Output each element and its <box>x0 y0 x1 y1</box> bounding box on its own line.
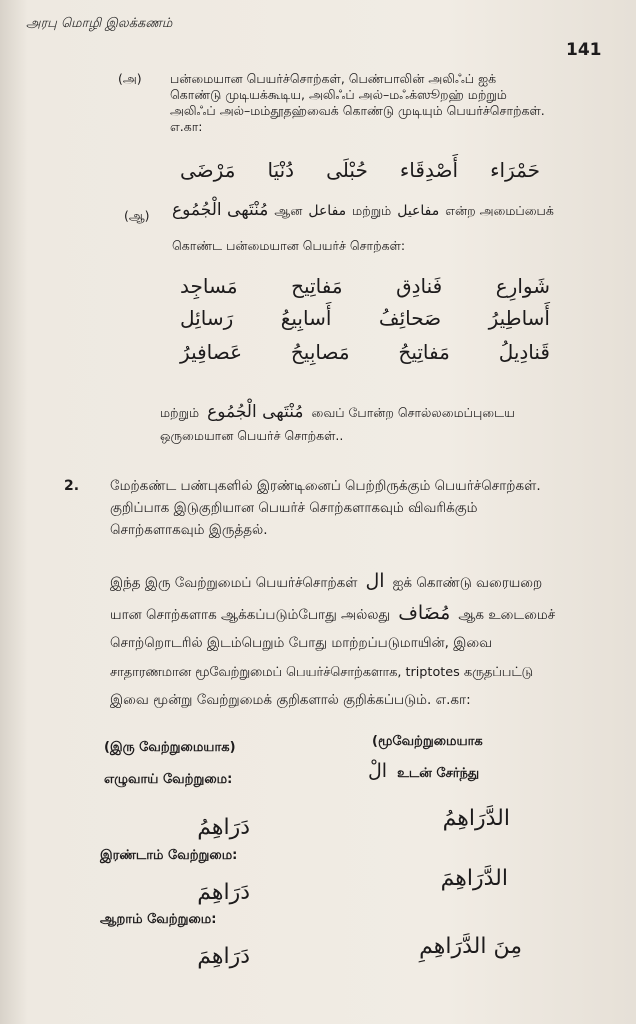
arabic-term: ال <box>365 570 385 592</box>
paragraph-line-1 <box>110 570 542 594</box>
arabic-word: صَحائِفُ <box>378 306 442 330</box>
example-word: حُبْلَى <box>326 158 368 182</box>
closing-line-2: ஒருமையான பெயர்ச் சொற்கள்.. <box>160 428 344 443</box>
section-a-examples <box>180 158 540 182</box>
section-2-line-1: மேற்கண்ட பண்புகளில் இரண்டினைப் பெற்றிருக்கும் பெயர்ச்சொற்கள். <box>110 478 541 494</box>
example-word: أَصْدِقَاء <box>399 158 459 182</box>
arabic-word: مَصابِيحُ <box>290 340 350 364</box>
running-header: அரபு மொழி இலக்கணம் <box>26 16 173 31</box>
case-label-nominative: எழுவாய் வேற்றுமை: <box>104 772 233 787</box>
arabic-word: أَسابِيعُ <box>280 306 332 330</box>
example-word: حَمْرَاء <box>490 158 540 182</box>
paragraph-line-3: சொற்றொடரில் இடம்பெறும் போது மாற்றப்படுமாயின், இவை <box>110 635 493 651</box>
text: உடன் சேர்ந்து <box>397 766 480 781</box>
text: மற்றும் <box>352 203 392 218</box>
right-heading: (மூவேற்றுமையாக <box>372 734 483 749</box>
closing-line-1 <box>160 402 515 422</box>
arabic-term: الْ <box>368 760 388 782</box>
case-left-form: دَرَاهِمُ <box>197 815 250 840</box>
arabic-term: مفاعل <box>308 203 347 219</box>
case-label-accusative: இரண்டாம் வேற்றுமை: <box>100 848 238 863</box>
arabic-word: فَنادِق <box>396 274 443 298</box>
section-aa-line-1 <box>172 200 554 220</box>
arabic-word: مَساجِد <box>180 274 238 298</box>
arabic-word: أَساطِيرُ <box>488 306 550 330</box>
arabic-word: مَفاتِيحُ <box>398 340 450 364</box>
word-row-3 <box>180 340 550 364</box>
arabic-word: عَصافِيرُ <box>180 340 243 364</box>
case-left-form: دَرَاهِمَ <box>197 944 250 969</box>
example-word: مَرْضَى <box>180 158 236 182</box>
case-label-genitive: ஆறாம் வேற்றுமை: <box>100 912 217 927</box>
arabic-term: مُنْتَهى الْجُمُوع <box>207 402 304 422</box>
example-word: دُنْيَا <box>267 158 295 182</box>
paragraph-line-2 <box>110 602 555 626</box>
arabic-word: رَسائِل <box>180 306 234 330</box>
case-right-form: الدَّرَاهِمُ <box>442 806 510 831</box>
text: இந்த இரு வேற்றுமைப் பெயர்ச்சொற்கள் <box>110 575 358 591</box>
case-left-form: دَرَاهِمَ <box>197 880 250 905</box>
text: ஐக் கொண்டு வரையறை <box>392 575 543 591</box>
text: ஆக உடைமைச் <box>458 607 556 623</box>
paragraph-line-5: இவை மூன்று வேற்றுமைக் குறிகளால் குறிக்கப்படும். எ.கா: <box>110 692 471 708</box>
word-row-1 <box>180 274 550 298</box>
arabic-term: مُضَاف <box>398 602 451 624</box>
section-a-line-1: பன்மையான பெயர்ச்சொற்கள், பெண்பாலின் அலிஃப் ஐக் <box>170 71 497 86</box>
text: வைப் போன்ற சொல்லமைப்புடைய <box>311 405 515 420</box>
section-a-eg-label: எ.கா: <box>170 119 203 134</box>
section-aa-line-2: கொண்ட பன்மையான பெயர்ச் சொற்கள்: <box>172 238 406 253</box>
section-2-number: 2. <box>64 478 80 494</box>
paragraph-line-4: சாதாரணமான மூவேற்றுமைப் பெயர்ச்சொற்களாக, triptotes கருதப்பட்டு <box>110 665 533 680</box>
arabic-term: مفاعيل <box>397 203 440 219</box>
text: யான சொற்களாக ஆக்கப்படும்போது அல்லது <box>110 607 391 623</box>
text: மற்றும் <box>160 405 200 420</box>
text: என்ற அமைப்பைக் <box>445 203 554 218</box>
section-2-line-3: சொற்களாகவும் இருத்தல். <box>110 522 268 538</box>
section-a-line-3: அலிஃப் அல்–மம்தூதஹ்வைக் கொண்டு முடியும் பெயர்ச்சொற்கள். <box>170 103 545 118</box>
section-aa-marker: (ஆ) <box>124 208 150 223</box>
arabic-term: مُنْتَهى الْجُمُوع <box>172 200 269 220</box>
arabic-word: مَفاتِيح <box>291 274 343 298</box>
arabic-word: شَوارِع <box>495 274 550 298</box>
text: ஆன <box>274 203 303 218</box>
section-a-marker: (அ) <box>118 71 142 86</box>
right-subheading <box>368 760 479 782</box>
word-row-2 <box>180 306 550 330</box>
case-right-form: الدَّرَاهِمَ <box>440 866 508 891</box>
page-number: 141 <box>566 40 602 60</box>
section-2-line-2: குறிப்பாக இடுகுறியான பெயர்ச் சொற்களாகவும் விவரிக்கும் <box>110 500 478 516</box>
case-right-form: مِنَ الدَّرَاهِمِ <box>419 934 522 959</box>
section-a-line-2: கொண்டு முடியக்கூடிய, அலிஃப் அல்–மஃக்ஸூறஹ் மற்றும் <box>170 87 507 102</box>
left-heading: (இரு வேற்றுமையாக) <box>104 740 236 755</box>
arabic-word: قَنادِيلُ <box>498 340 550 364</box>
